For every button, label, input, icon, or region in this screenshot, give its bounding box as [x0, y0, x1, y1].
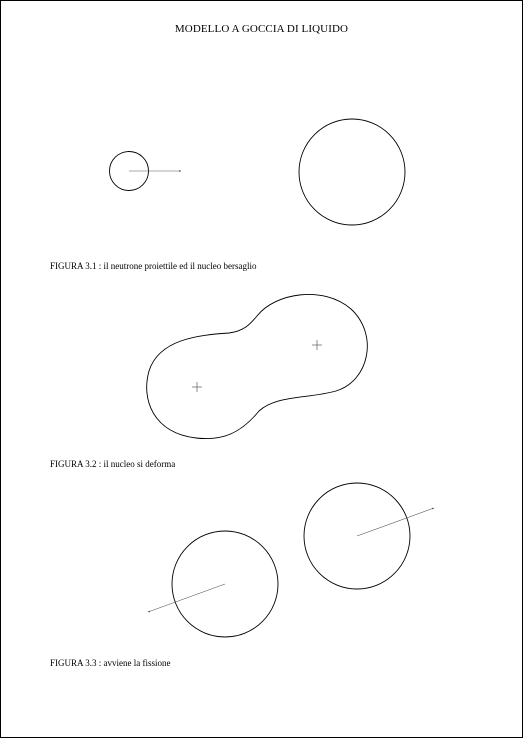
target-nucleus-circle	[299, 119, 405, 225]
figure-3-3	[148, 483, 434, 637]
right-center-cross	[312, 340, 322, 350]
deformed-nucleus-outline	[147, 294, 368, 438]
fragment-left-arrow	[148, 584, 225, 612]
figure-3-1	[110, 119, 406, 225]
figure-3-2	[147, 294, 368, 438]
figure-3-2-caption: FIGURA 3.2 : il nucleo si deforma	[50, 459, 176, 469]
figure-3-3-caption: FIGURA 3.3 : avviene la fissione	[50, 658, 171, 668]
fragment-right-arrow	[357, 508, 434, 536]
figure-3-1-caption: FIGURA 3.1 : il neutrone proiettile ed il nucleo bersaglio	[50, 261, 257, 271]
diagram-canvas	[1, 1, 523, 738]
left-center-cross	[192, 382, 202, 392]
page-title: MODELLO A GOCCIA DI LIQUIDO	[174, 23, 349, 35]
